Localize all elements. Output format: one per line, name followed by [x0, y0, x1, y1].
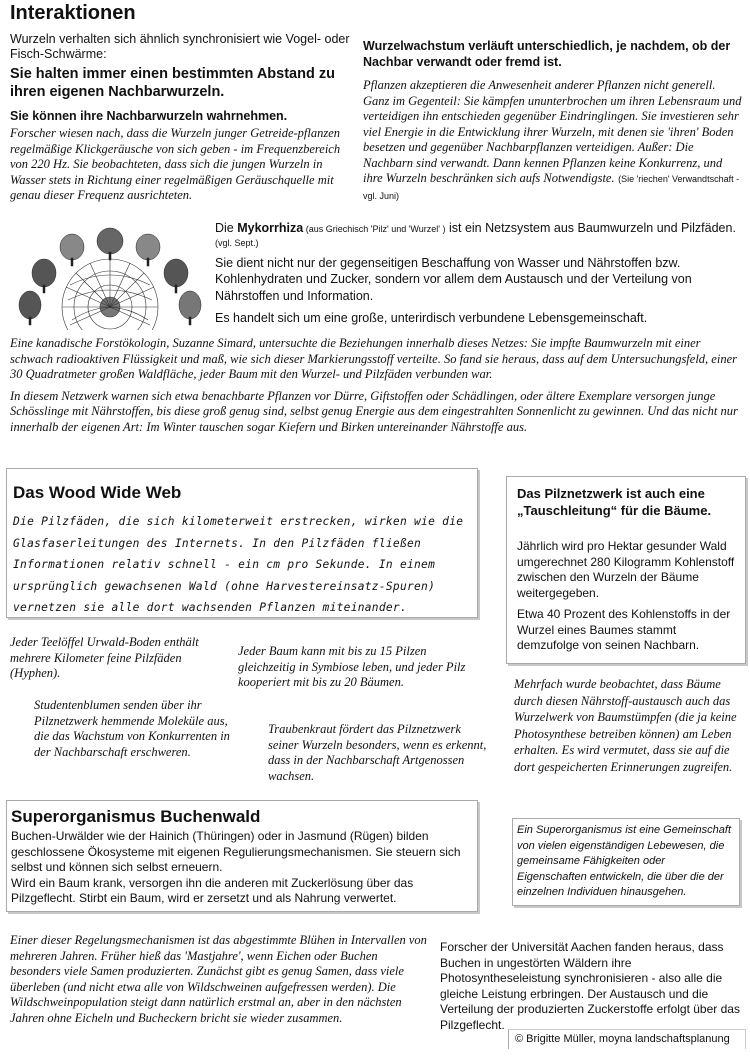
tausch-carbon-percent: Etwa 40 Prozent des Kohlenstoffs in der Wurzel eines Baumes stammt demzufolge von seinen Nachbarn.	[517, 607, 731, 652]
tausch-carbon-amount: Jährlich wird pro Hektar gesunder Wald umgerechnet 280 Kilogramm Kohlenstoff zwischen den Wurzeln der Bäume weitergegeben.	[517, 539, 735, 600]
tausch-box	[506, 476, 746, 664]
mykorrhiza-text	[215, 220, 745, 327]
fact-traubenkraut: Traubenkraut fördert das Pilznetzwerk seiner Wurzeln besonders, wenn es erkennt, dass in der Nachbarschaft Artgenossen wachsen.	[268, 722, 487, 783]
mykorrhiza-term: Mykorrhiza	[237, 221, 304, 235]
superorganismus-box	[6, 800, 478, 912]
simard-research: Eine kanadische Forstökologin, Suzanne Simard, untersuchte die Beziehungen innerhalb dieses Netzes: Sie impfte Baumwurzeln mit einer schwach radioaktiven Flüssigkeit und maß, wie sich dieser Markierungsstoff verteilte. So fand sie heraus, dass auf dem Untersuchungsfeld, einer 30 Quadratmeter großen Waldfläche, jeder Baum mit den Wurzel- und Pilzfäden verbunden war.	[10, 336, 737, 381]
mykorrhiza-pre: Die	[215, 221, 238, 235]
wood-wide-web-title: Das Wood Wide Web	[13, 483, 182, 502]
superorganismus-body	[11, 829, 471, 907]
superorganismus-definition-box	[512, 818, 740, 906]
stump-observation: Mehrfach wurde beobachtet, dass Bäume durch diesen Nährstoff-austausch auch das Wurzelwerk von Baumstümpfen (die ja keine Photosynthese betreiben können) am Leben erhalten. Es wird vermutet, dass sie auf die dort gespeicherten Erinnerungen zugreifen.	[514, 677, 737, 774]
right-intro-body	[363, 78, 743, 204]
mykorrhiza-definition	[215, 220, 745, 238]
intro-line: Wurzeln verhalten sich ähnlich synchronisiert wie Vogel- oder Fisch-Schwärme:	[10, 32, 350, 61]
fact-studentenblumen: Studentenblumen senden über ihr Pilznetzwerk hemmende Moleküle aus, die das Wachstum von Konkurrenten in der Nachbarschaft erschweren.	[34, 698, 230, 759]
fact-symbiosis: Jeder Baum kann mit bis zu 15 Pilzen gleichzeitig in Symbiose leben, und jeder Pilz kooperiert mit bis zu 20 Bäumen.	[238, 644, 466, 689]
intro-research-text: Forscher wiesen nach, dass die Wurzeln junger Getreide-pflanzen regelmäßige Klickgeräusche von sich geben - im Frequenzbereich von 220 Hz. Sie beobachteten, dass sich die jungen Wurzeln in Wasser stets in Richtung einer regelmäßigen Geräuschquelle mit genau dieser Frequenz ausrichteten.	[10, 126, 341, 202]
intro-bold-subheading: Sie können ihre Nachbarwurzeln wahrnehmen.	[10, 109, 288, 123]
superorganismus-title: Superorganismus Buchenwald	[11, 807, 261, 826]
aachen-research-text: Forscher der Universität Aachen fanden heraus, dass Buchen in ungestörten Wäldern ihre Photosyntheseleistung synchronisieren - also alle die gleiche Leistung erbringen. Der Austausch und die Verteilung der produzierten Zuckerstoffe erfolgt über das Pilzgeflecht.	[440, 940, 740, 1032]
page-title: Interaktionen	[10, 2, 136, 24]
intro-bold-statement: Sie halten immer einen bestimmten Abstand zu ihren eigenen Nachbarwurzeln.	[10, 66, 335, 100]
mykorrhiza-function: Sie dient nicht nur der gegenseitigen Beschaffung von Wasser und Nährstoffen bzw. Kohlenhydraten und Zucker, sondern vor allem dem Austausch und der Verteilung von Nährstoffen und Information.	[215, 255, 692, 303]
root-network-icon	[10, 225, 205, 330]
mykorrhiza-post: ist ein Netzsystem aus Baumwurzeln und Pilzfäden.	[445, 221, 736, 235]
right-intro-ref: (Sie 'riechen' Verwandtschaft - vgl. Juni)	[363, 174, 740, 201]
right-intro-italic: Pflanzen akzeptieren die Anwesenheit anderer Pflanzen nicht generell. Ganz im Gegenteil: Sie kämpfen ununterbrochen um ihren Lebensraum und verteidigen ihn entschieden gegenüber Eindringlingen. Sie investieren sehr viel Energie in die Entwicklung ihrer Wurzeln, mit denen sie 'ihren' Boden besetzen und gegenüber Nachbarpflanzen verteidigen. Außer: Die Nachbarn sind verwandt. Dann kennen Pflanzen keine Konkurrenz, und ihre Wurzeln beschränken sich aufs Notwendigste.	[363, 78, 742, 185]
mykorrhiza-ref: (vgl. Sept.)	[215, 237, 259, 248]
tausch-body	[517, 539, 739, 654]
mykorrhiza-illustration	[10, 225, 205, 330]
superorganismus-care: Wird ein Baum krank, versorgen ihn die anderen mit Zuckerlösung über das Pilzgeflecht. Stirbt ein Baum, wird er zersetzt und als Nahrung verwertet.	[11, 875, 414, 905]
mykorrhiza-community: Es handelt sich um eine große, unterirdisch verbundene Lebensgemeinschaft.	[215, 311, 648, 325]
simard-network: In diesem Netzwerk warnen sich etwa benachbarte Pflanzen vor Dürre, Giftstoffen oder Schädlingen, oder ältere Exemplare versorgen junge Schösslinge mit Nährstoffen, bis diese groß genug sind, selbst genug Energie aus dem eingestrahlten Sonnenlicht zu gewinnen. Und das nicht nur innerhalb der eigenen Art: Im Winter tauschen sogar Kiefern und Birken untereinander Nährstoffe aus.	[10, 388, 738, 434]
right-intro-heading: Wurzelwachstum verläuft unterschiedlich, je nachdem, ob der Nachbar verwandt oder fremd ist.	[363, 39, 731, 69]
mastjahre-text: Einer dieser Regelungsmechanismen ist das abgestimmte Blühen in Intervallen von mehreren Jahren. Früher hieß das 'Mastjahre', wenn Eichen oder Buchen besonders viele Samen produzierten. Zunächst gibt es genug Samen, dass viele überleben (und nicht etwa alle von Wildschweinen aufgefressen werden). Die Wildschweinpopulation steigt dann natürlich erstmal an, aber in den nächsten Jahren ohne Eicheln und Bucheckern bricht sie wieder zusammen.	[10, 933, 427, 1025]
tausch-title: Das Pilznetzwerk ist auch eine „Tauschleitung“ für die Bäume.	[517, 486, 712, 518]
right-intro	[363, 38, 743, 204]
copyright: © Brigitte Müller, moyna landschaftsplanung	[508, 1029, 746, 1049]
superorganismus-definition: Ein Superorganismus ist eine Gemeinschaft von vielen eigenständigen Lebewesen, die gemeinsame Fähigkeiten oder Eigenschaften entwickeln, die über die der einzelnen Individuen hinausgehen.	[517, 824, 731, 898]
left-intro	[10, 32, 350, 204]
superorganismus-ecosystem: Buchen-Urwälder wie der Hainich (Thüringen) oder in Jasmund (Rügen) bilden geschlossene Ökosysteme mit eigenen Regulierungsmechanismen. Sie steuern sich selbst und können sich selbst erneuern.	[11, 829, 461, 874]
wood-wide-web-box	[6, 468, 478, 618]
simard-section	[10, 336, 745, 435]
mykorrhiza-etymology: (aus Griechisch 'Pilz' und 'Wurzel' )	[303, 224, 446, 234]
fact-teaspoon: Jeder Teelöffel Urwald-Boden enthält mehrere Kilometer feine Pilzfäden (Hyphen).	[10, 635, 199, 680]
wood-wide-web-text: Die Pilzfäden, die sich kilometerweit erstrecken, wirken wie die Glasfaserleitungen des Internets. In den Pilzfäden fließen Informationen relativ schnell - ein cm pro Sekunde. In einem ursprünglich gewachsenen Wald (ohne Harvestereinsatz-Spuren) vernetzen sie alle dort wachsenden Pflanzen miteinander.	[13, 515, 464, 614]
